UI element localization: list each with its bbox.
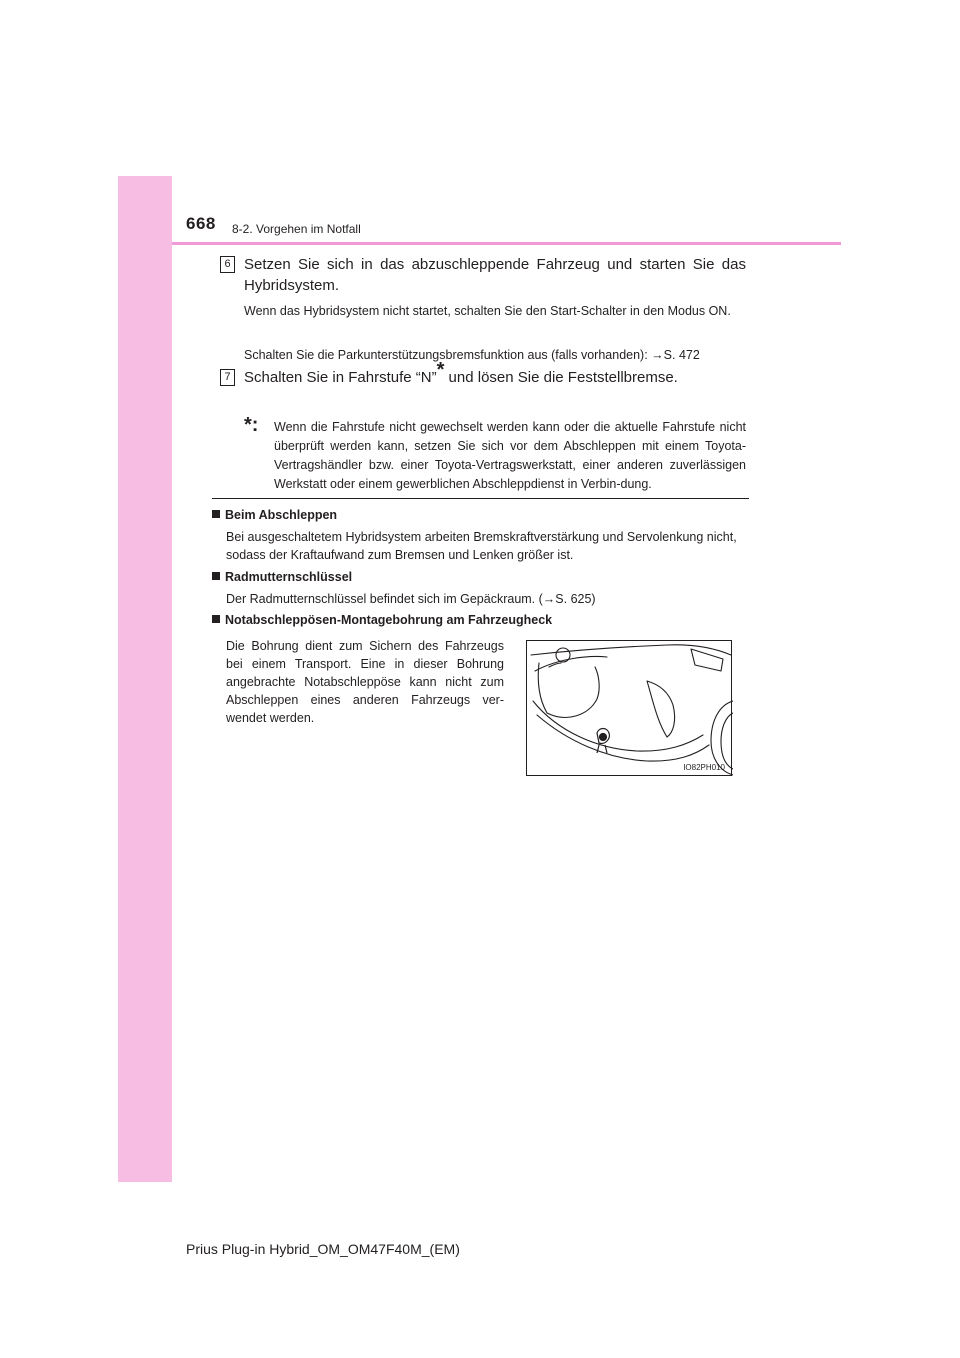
step-7-text [244,359,746,388]
section-divider [212,498,749,499]
info-body-wrench: Der Radmutternschlüssel befindet sich im Gepäckraum. (→S. 625) [226,592,596,606]
step-7-text-before: Schalten Sie in Fahrstufe “N” [244,369,437,386]
step-6-text: Setzen Sie sich in das abzuschleppende Fahrzeug und starten Sie das Hybridsystem. [244,256,746,294]
square-bullet-icon [212,572,220,580]
footnote-text: Wenn die Fahrstufe nicht gewechselt werden kann oder die aktuelle Fahrstufe nicht überprüft werden kann, setzen Sie sich vor dem Abschleppen mit einem Toyota-Vertragshändler bzw. einer Toyota-Vertragswerkstatt, einer anderen zuverlässigen Werkstatt oder einem gewerblichen Abschleppdienst in Verbin-dung. [274,420,746,491]
pink-side-tab [118,176,172,1182]
rear-bumper-drawing [527,641,733,777]
square-bullet-icon [212,510,220,518]
rear-bumper-illustration [526,640,732,776]
footer-document-id: Prius Plug-in Hybrid_OM_OM47F40M_(EM) [186,1241,460,1257]
step-7-text-after: und lösen Sie die Feststellbremse. [444,369,678,386]
footnote [244,414,746,494]
info-heading-towing: Beim Abschleppen [212,508,337,522]
step-7-marker: 7 [220,369,235,386]
step-6-note-2: Schalten Sie die Parkunterstützungsbremsfunktion aus (falls vorhanden): →S. 472 [244,348,700,362]
footnote-marker: *: [244,414,259,436]
section-title: 8-2. Vorgehen im Notfall [232,222,361,236]
square-bullet-icon [212,615,220,623]
page-number: 668 [186,214,216,233]
info-body-towing-eye: Die Bohrung dient zum Sichern des Fahrzeugs bei einem Transport. Eine in dieser Bohrung angebrachte Notabschleppöse kann nicht zum Abschleppen eines anderen Fahrzeugs ver-wendet werden. [226,639,504,725]
step-7-asterisk: * [436,359,445,381]
info-heading-wrench: Radmutternschlüssel [212,570,352,584]
info-heading-towing-eye: Notabschleppösen-Montagebohrung am Fahrzeugheck [212,613,552,627]
info-body-towing: Bei ausgeschaltetem Hybridsystem arbeiten Bremskraftverstärkung und Servolenkung nicht, sodass der Kraftaufwand zum Bremsen und Lenken größer ist. [226,530,737,562]
figure-code: IO82PH010 [683,763,725,772]
step-6-marker: 6 [220,256,235,273]
header-rule [172,242,841,245]
step-6-note-1: Wenn das Hybridsystem nicht startet, schalten Sie den Start-Schalter in den Modus ON. [244,304,731,318]
